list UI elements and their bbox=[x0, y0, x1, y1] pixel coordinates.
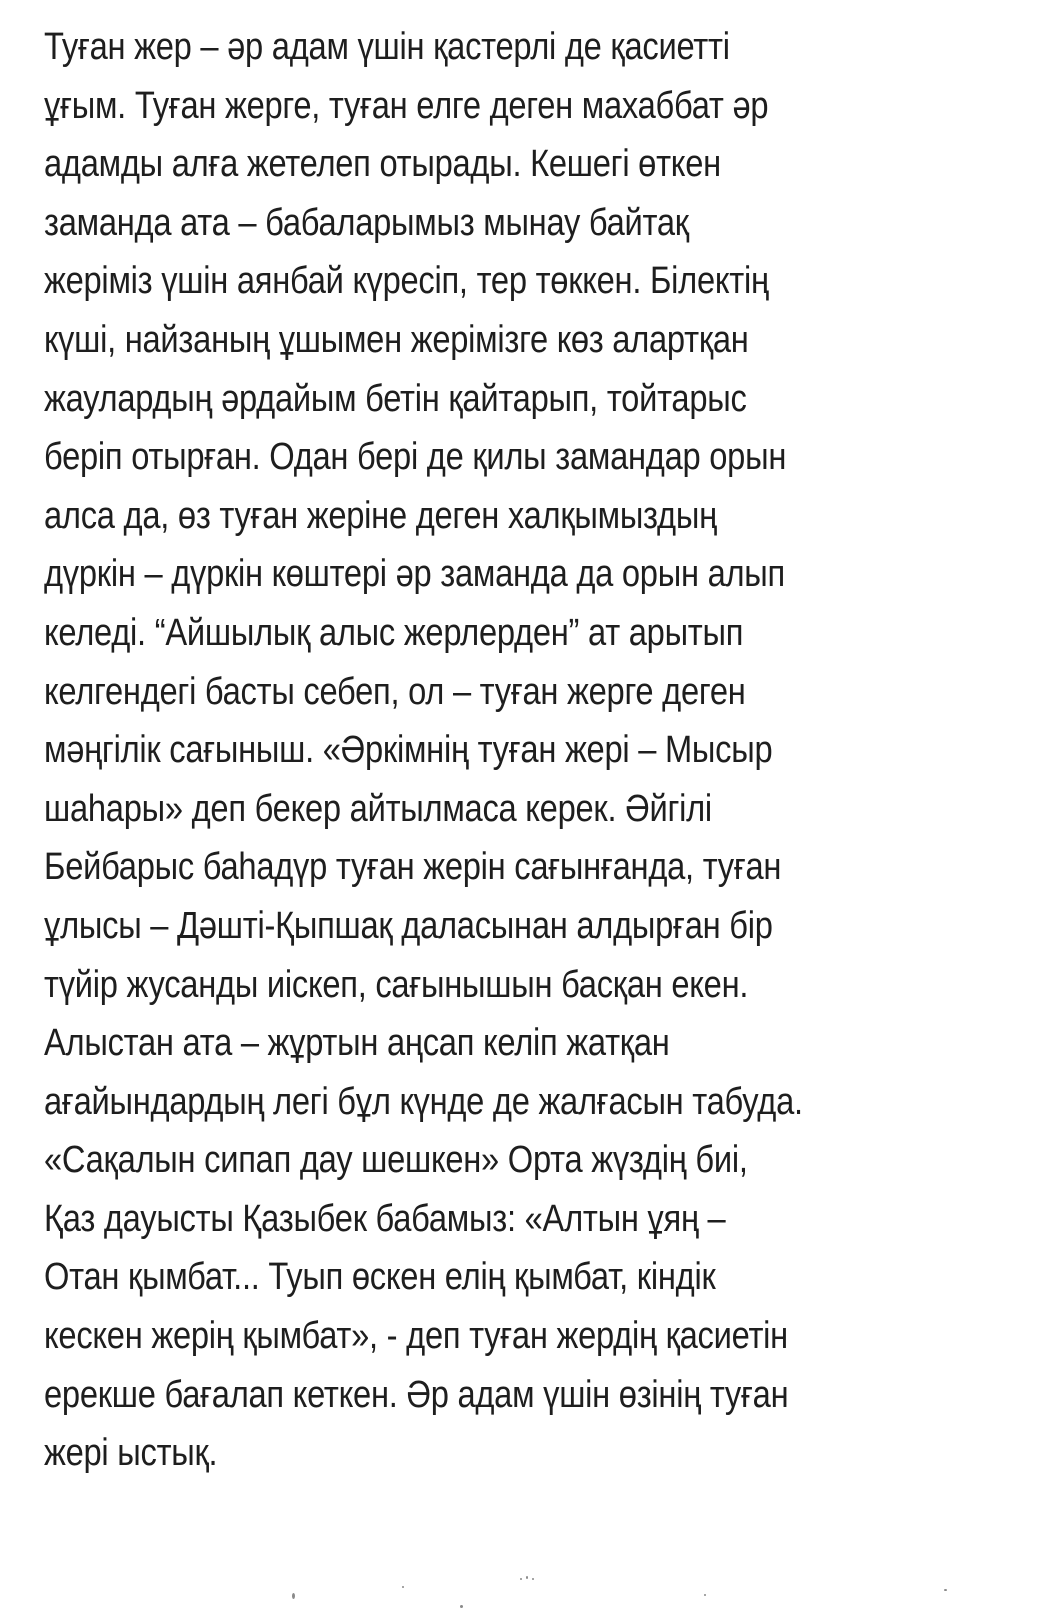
text-line: ұғым. Туған жерге, туған елге деген махаббат әр bbox=[44, 84, 769, 127]
text-line: Туған жер – әр адам үшін қастерлі де қасиетті bbox=[44, 26, 730, 68]
text-line: жаулардың әрдайым бетін қайтарып, тойтарыс bbox=[44, 377, 747, 420]
text-line: заманда ата – бабаларымыз мынау байтақ bbox=[44, 201, 689, 244]
text-line: ерекше бағалап кеткен. Әр адам үшін өзінің туған bbox=[44, 1373, 789, 1416]
text-line: адамды алға жетелеп отырады. Кешегі өткен bbox=[44, 143, 721, 186]
scan-speck bbox=[526, 1576, 528, 1579]
scan-speck bbox=[460, 1605, 463, 1608]
text-line: шаһары» деп бекер айтылмаса керек. Әйгілі bbox=[44, 787, 712, 830]
scan-speck bbox=[532, 1578, 534, 1580]
article-paragraph bbox=[44, 18, 1044, 1483]
text-line: Бейбарыс баһадүр туған жерін сағынғанда, туған bbox=[44, 846, 782, 889]
scan-speck bbox=[402, 1586, 404, 1588]
scan-speck bbox=[944, 1589, 947, 1591]
text-line: алса да, өз туған жеріне деген халқымыздың bbox=[44, 494, 717, 537]
text-line: мәңгілік сағыныш. «Әркімнің туған жері – Мысыр bbox=[44, 729, 773, 772]
text-line: Қаз дауысты Қазыбек бабамыз: «Алтын ұяң – bbox=[44, 1197, 726, 1240]
text-line: күші, найзаның ұшымен жерімізге көз алартқан bbox=[44, 318, 749, 361]
text-line: келеді. “Айшылық алыс жерлерден” ат арытып bbox=[44, 611, 744, 654]
text-line: түйір жусанды иіскеп, сағынышын басқан екен. bbox=[44, 963, 749, 1006]
text-line: жеріміз үшін аянбай күресіп, тер төккен. Білектің bbox=[44, 260, 769, 303]
scan-speck bbox=[292, 1593, 295, 1599]
text-line: келгендегі басты себеп, ол – туған жерге деген bbox=[44, 670, 746, 713]
text-line: беріп отырған. Одан бері де қилы замандар орын bbox=[44, 436, 787, 479]
scan-speck bbox=[520, 1578, 522, 1580]
text-line: дүркін – дүркін көштері әр заманда да орын алып bbox=[44, 553, 785, 596]
scan-speck bbox=[704, 1594, 706, 1596]
text-line: Алыстан ата – жұртын аңсап келіп жатқан bbox=[44, 1022, 670, 1065]
text-line: «Сақалын сипап дау шешкен» Орта жүздің биі, bbox=[44, 1139, 748, 1182]
text-line: Отан қымбат... Туып өскен елің қымбат, кіндік bbox=[44, 1256, 716, 1299]
text-line: жері ыстық. bbox=[44, 1432, 218, 1475]
text-line: ұлысы – Дәшті-Қыпшақ даласынан алдырған бір bbox=[44, 904, 773, 947]
text-line: ағайындардың легі бұл күнде де жалғасын табуда. bbox=[44, 1080, 803, 1123]
text-line: кескен жерің қымбат», - деп туған жердің қасиетін bbox=[44, 1315, 788, 1358]
